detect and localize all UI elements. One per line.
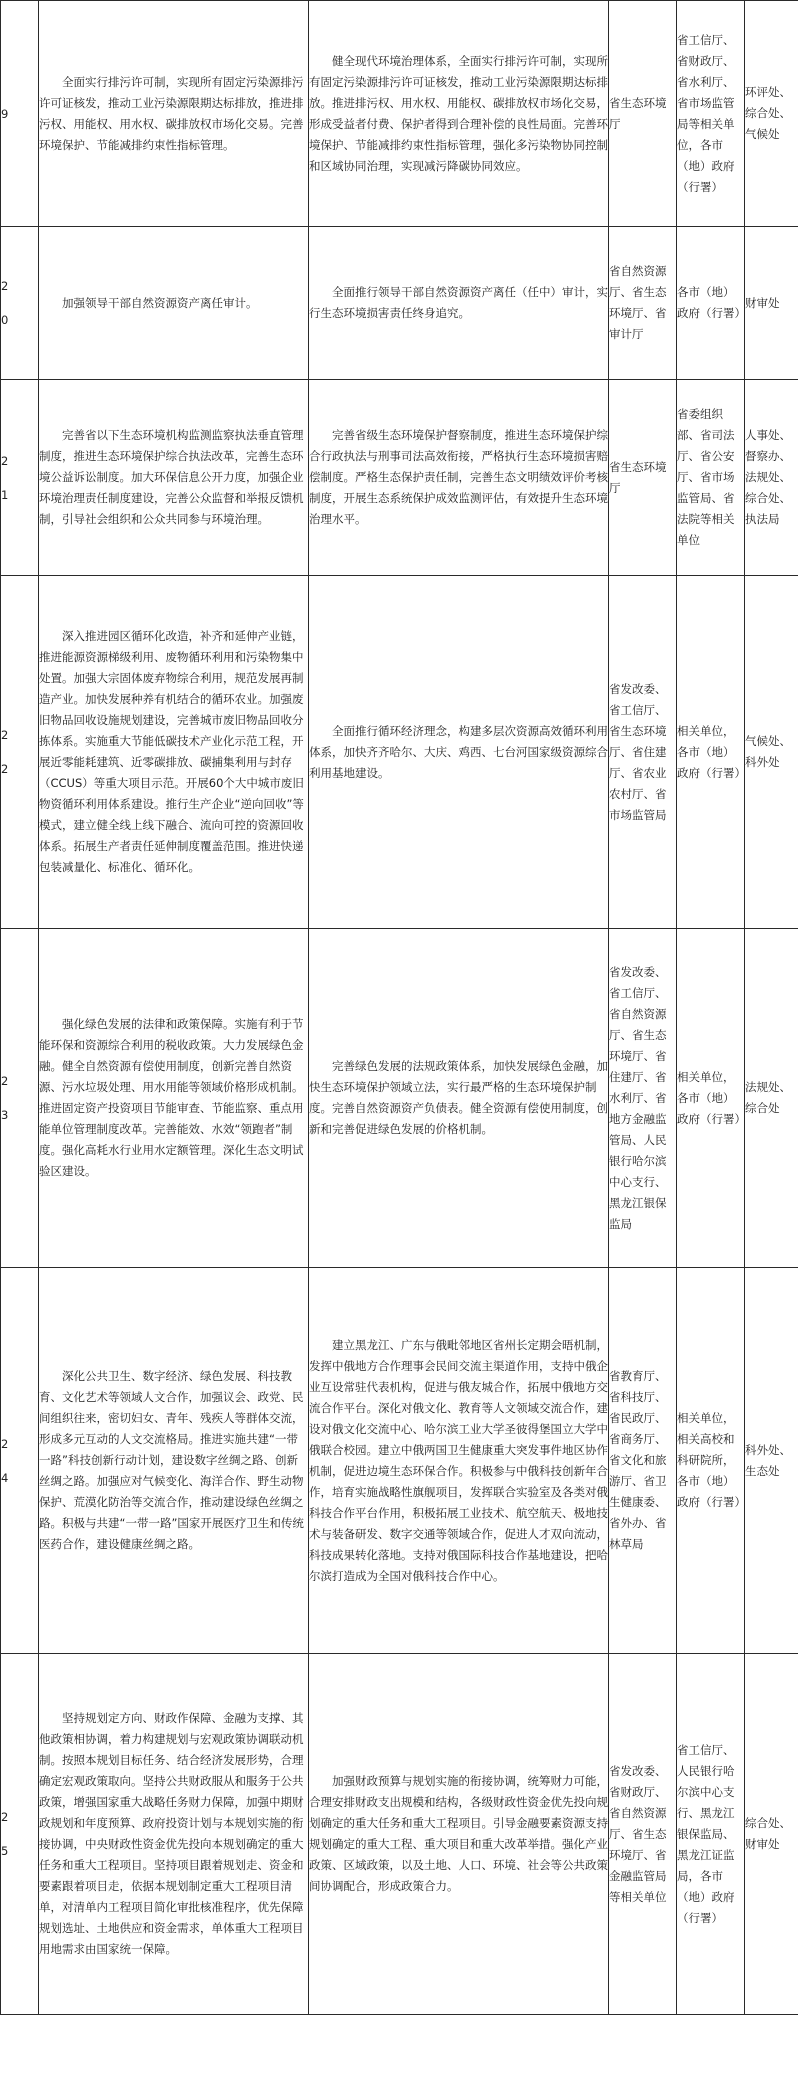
cooperating-dept-cell: 各市（地）政府（行署） xyxy=(677,227,745,380)
lead-dept-cell: 省自然资源厅、省生态环境厅、省审计厅 xyxy=(609,227,677,380)
page-bottom-margin xyxy=(0,2015,798,2090)
cooperating-dept-cell: 相关单位，各市（地）政府（行署） xyxy=(677,929,745,1268)
lead-dept-cell: 省生态环境厅 xyxy=(609,1,677,227)
measures-cell: 完善绿色发展的法规政策体系，加快发展绿色金融，加快生态环境保护领域立法，实行最严格的生态环境保护制度。完善自然资源资产负债表。健全资源有偿使用制度，创新和完善促进绿色发展的价格机制。 xyxy=(309,929,609,1268)
measures-cell: 全面推行领导干部自然资源资产离任（任中）审计，实行生态环境损害责任终身追究。 xyxy=(309,227,609,380)
cooperating-dept-cell: 省工信厅、省财政厅、省水利厅、省市场监管局等相关单位，各市（地）政府（行署） xyxy=(677,1,745,227)
task-cell: 全面实行排污许可制，实现所有固定污染源排污许可证核发，推动工业污染源限期达标排放，推进排污权、用能权、用水权、碳排放权市场化交易。完善环境保护、节能减排约束性指标管理。 xyxy=(39,1,309,227)
task-cell: 深入推进园区循环化改造，补齐和延伸产业链，推进能源资源梯级利用、废物循环利用和污染物集中处置。加强大宗固体废弃物综合利用，规范发展再制造产业。加快发展种养有机结合的循环农业。加强废旧物品回收设施规划建设，完善城市废旧物品回收分拣体系。实施重大节能低碳技术产业化示范工程，开展近零能耗建筑、近零碳排放、碳捕集利用与封存（CCUS）等重大项目示范。开展60个大中城市废旧物资循环利用体系建设。推行生产企业“逆向回收”等模式，建立健全线上线下融合、流向可控的资源回收体系。拓展生产者责任延伸制度覆盖范围。推进快递包装减量化、标准化、循环化。 xyxy=(39,576,309,929)
responsible-unit-cell: 环评处、综合处、气候处 xyxy=(745,1,798,227)
measures-cell: 建立黑龙江、广东与俄毗邻地区省州长定期会晤机制，发挥中俄地方合作理事会民间交流主渠道作用，支持中俄企业互设常驻代表机构，促进与俄友城合作，拓展中俄地方交流合作平台。深化对俄文化、教育等人文领域交流合作，建设对俄文化交流中心、哈尔滨工业大学圣彼得堡国立大学中俄联合校园。建立中俄两国卫生健康重大突发事件地区协作机制，促进边境生态环保合作。积极参与中俄科技创新年合作，培育实施战略性旗舰项目，发挥联合实验室及各类对俄科技合作平台作用，积极拓展工业技术、航空航天、极地技术与装备研发、数字交通等领域合作，促进人才双向流动，科技成果转化落地。支持对俄国际科技合作基地建设，把哈尔滨打造成为全国对俄科技合作中心。 xyxy=(309,1268,609,1654)
lead-dept-cell: 省生态环境厅 xyxy=(609,380,677,576)
cooperating-dept-cell: 省工信厅、人民银行哈尔滨中心支行、黑龙江银保监局、黑龙江证监局，各市（地）政府（行署） xyxy=(677,1654,745,2015)
task-cell: 强化绿色发展的法律和政策保障。实施有利于节能环保和资源综合利用的税收政策。大力发展绿色金融。健全自然资源有偿使用制度，创新完善自然资源、污水垃圾处理、用水用能等领域价格形成机制。推进固定资产投资项目节能审查、节能监察、重点用能单位管理制度改革。完善能效、水效“领跑者”制度。强化高耗水行业用水定额管理。深化生态文明试验区建设。 xyxy=(39,929,309,1268)
table-row xyxy=(1,1654,798,2015)
responsible-unit-cell: 人事处、督察办、法规处、综合处、执法局 xyxy=(745,380,798,576)
table-row xyxy=(1,380,798,576)
task-cell: 坚持规划定方向、财政作保障、金融为支撑、其他政策相协调，着力构建规划与宏观政策协调联动机制。按照本规划目标任务、结合经济发展形势，合理确定宏观政策取向。坚持公共财政服从和服务于公共政策，增强国家重大战略任务财力保障，加强中期财政规划和年度预算、政府投资计划与本规划实施的衔接协调，中央财政性资金优先投向本规划确定的重大任务和重大工程项目。坚持项目跟着规划走、资金和要素跟着项目走，依据本规划制定重大工程项目清单，对清单内工程项目简化审批核准程序，优先保障规划选址、土地供应和资金需求，单体重大工程项目用地需求由国家统一保障。 xyxy=(39,1654,309,2015)
lead-dept-cell: 省教育厅、省科技厅、省民政厅、省商务厅、省文化和旅游厅、省卫生健康委、省外办、省林草局 xyxy=(609,1268,677,1654)
row-number: 2 0 xyxy=(1,227,39,380)
row-number: 2 2 xyxy=(1,576,39,929)
table-row xyxy=(1,227,798,380)
row-number: 2 3 xyxy=(1,929,39,1268)
cooperating-dept-cell: 相关单位，各市（地）政府（行署） xyxy=(677,576,745,929)
lead-dept-cell: 省发改委、省财政厅、省自然资源厅、省生态环境厅、省金融监管局等相关单位 xyxy=(609,1654,677,2015)
table-row xyxy=(1,929,798,1268)
table-row xyxy=(1,1268,798,1654)
row-number: 9 xyxy=(1,1,39,227)
task-cell: 深化公共卫生、数字经济、绿色发展、科技教育、文化艺术等领域人文合作，加强议会、政党、民间组织往来，密切妇女、青年、残疾人等群体交流，形成多元互动的人文交流格局。推进实施共建“一带一路”科技创新行动计划，建设数字丝绸之路、创新丝绸之路。加强应对气候变化、海洋合作、野生动物保护、荒漠化防治等交流合作，推动建设绿色丝绸之路。积极与共建“一带一路”国家开展医疗卫生和传统医药合作，建设健康丝绸之路。 xyxy=(39,1268,309,1654)
responsible-unit-cell: 科外处、生态处 xyxy=(745,1268,798,1654)
responsible-unit-cell: 财审处 xyxy=(745,227,798,380)
responsible-unit-cell: 气候处、科外处 xyxy=(745,576,798,929)
lead-dept-cell: 省发改委、省工信厅、省生态环境厅、省住建厅、省农业农村厅、省市场监管局 xyxy=(609,576,677,929)
row-number: 2 1 xyxy=(1,380,39,576)
measures-cell: 全面推行循环经济理念，构建多层次资源高效循环利用体系，加快齐齐哈尔、大庆、鸡西、七台河国家级资源综合利用基地建设。 xyxy=(309,576,609,929)
row-number: 2 4 xyxy=(1,1268,39,1654)
lead-dept-cell: 省发改委、省工信厅、省自然资源厅、省生态环境厅、省住建厅、省水利厅、省地方金融监管局、人民银行哈尔滨中心支行、黑龙江银保监局 xyxy=(609,929,677,1268)
responsible-unit-cell: 综合处、财审处 xyxy=(745,1654,798,2015)
table-row xyxy=(1,1,798,227)
responsible-unit-cell: 法规处、综合处 xyxy=(745,929,798,1268)
measures-cell: 加强财政预算与规划实施的衔接协调，统筹财力可能，合理安排财政支出规模和结构，各级财政性资金优先投向规划确定的重大任务和重大工程项目。引导金融要素资源支持规划确定的重大工程、重大项目和重大改革举措。强化产业政策、区域政策，以及土地、人口、环境、社会等公共政策间协调配合，形成政策合力。 xyxy=(309,1654,609,2015)
cooperating-dept-cell: 省委组织部、省司法厅、省公安厅、省市场监管局、省法院等相关单位 xyxy=(677,380,745,576)
task-cell: 完善省以下生态环境机构监测监察执法垂直管理制度，推进生态环境保护综合执法改革，完善生态环境公益诉讼制度。加大环保信息公开力度，加强企业环境治理责任制度建设，完善公众监督和举报反馈机制，引导社会组织和公众共同参与环境治理。 xyxy=(39,380,309,576)
measures-cell: 完善省级生态环境保护督察制度，推进生态环境保护综合行政执法与刑事司法高效衔接，严格执行生态环境损害赔偿制度。严格生态保护责任制，完善生态文明绩效评价考核制度，开展生态系统保护成效监测评估，有效提升生态环境治理水平。 xyxy=(309,380,609,576)
task-cell: 加强领导干部自然资源资产离任审计。 xyxy=(39,227,309,380)
cooperating-dept-cell: 相关单位，相关高校和科研院所，各市（地）政府（行署） xyxy=(677,1268,745,1654)
measures-cell: 健全现代环境治理体系，全面实行排污许可制，实现所有固定污染源排污许可证核发，推动工业污染源限期达标排放。推进排污权、用水权、用能权、碳排放权市场化交易，形成受益者付费、保护者得到合理补偿的良性局面。完善环境保护、节能减排约束性指标管理，强化多污染物协同控制和区域协同治理，实现减污降碳协同效应。 xyxy=(309,1,609,227)
row-number: 2 5 xyxy=(1,1654,39,2015)
table-row xyxy=(1,576,798,929)
